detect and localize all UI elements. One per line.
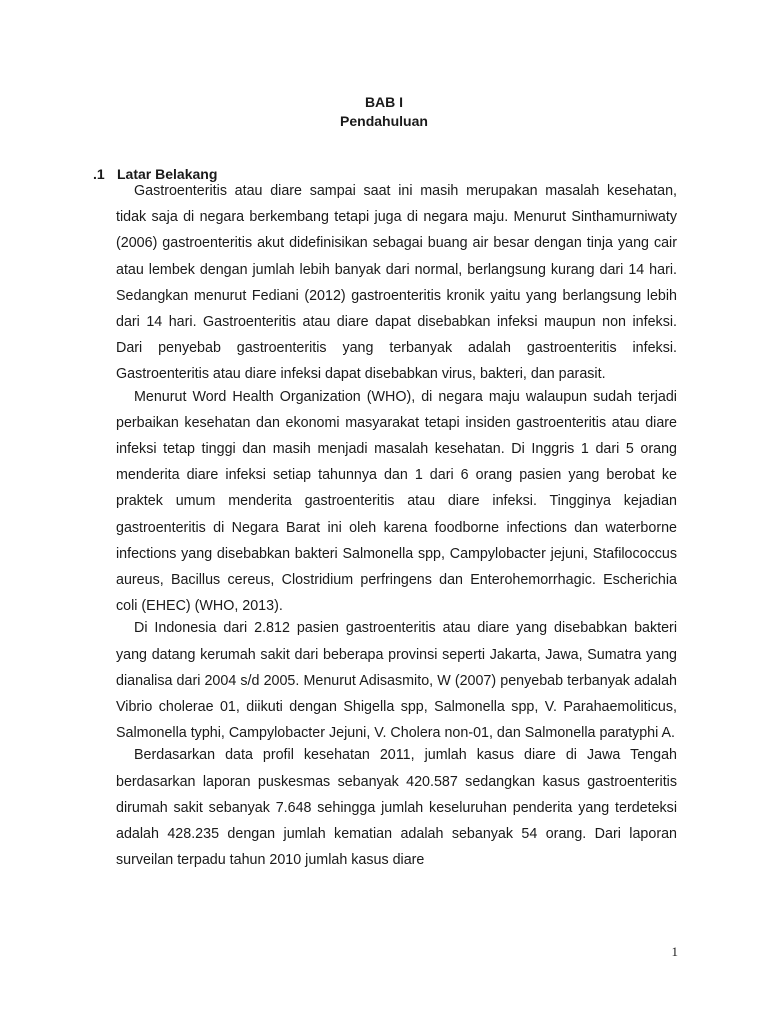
section-title: Latar Belakang xyxy=(117,166,218,182)
chapter-number: BAB I xyxy=(364,94,404,110)
chapter-title: Pendahuluan xyxy=(340,113,428,129)
paragraph: Berdasarkan data profil kesehatan 2011, jumlah kasus diare di Jawa Tengah berdasarkan laporan puskesmas sebanyak 420.587 sedangkan kasus gastroenteritis dirumah sakit sebanyak 7.648 sehingga jumlah keseluruhan penderita yang terdeteksi adalah 428.235 dengan jumlah kematian adalah sebanyak 54 orang. Dari laporan surveilan terpadu tahun 2010 jumlah kasus diare xyxy=(116,747,677,869)
page-number: 1 xyxy=(671,944,678,959)
paragraph: Menurut Word Health Organization (WHO), di negara maju walaupun sudah terjadi perbaikan kesehatan dan ekonomi masyarakat tetapi insiden gastroenteritis atau diare infeksi tetap tinggi dan masih menjadi masalah kesehatan. Di Inggris 1 dari 5 orang menderita diare infeksi setiap tahunnya dan 1 dari 6 orang pasien yang berobat ke praktek umum menderita gastroenteritis atau diare infeksi. Tingginya kejadian gastroenteritis di Negara Barat ini oleh karena foodborne infections dan waterborne infections yang disebabkan bakteri Salmonella spp, Campylobacter jejuni, Stafilococcus aureus, Bacillus cereus, Clostridium perfringens dan Enterohemorrhagic. Escherichia coli (EHEC) (WHO, 2013). xyxy=(116,388,677,615)
paragraph: Di Indonesia dari 2.812 pasien gastroenteritis atau diare yang disebabkan bakteri yang datang kerumah sakit dari beberapa provinsi seperti Jakarta, Jawa, Sumatra yang dianalisa dari 2004 s/d 2005. Menurut Adisasmito, W (2007) penyebab terbanyak adalah Vibrio cholerae 01, diikuti dengan Shigella spp, Salmonella spp, V. Parahaemoliticus, Salmonella typhi, Campylobacter Jejuni, V. Cholera non-01, dan Salmonella paratyphi A. xyxy=(116,620,677,742)
paragraph: Gastroenteritis atau diare sampai saat ini masih merupakan masalah kesehatan, tidak saja di negara berkembang tetapi juga di negara maju. Menurut Sinthamurniwaty (2006) gastroenteritis akut didefinisikan sebagai buang air besar dengan tinja yang cair atau lembek dengan jumlah lebih banyak dari normal, berlangsung kurang dari 14 hari. Sedangkan menurut Fediani (2012) gastroenteritis kronik yaitu yang berlangsung lebih dari 14 hari. Gastroenteritis atau diare dapat disebabkan infeksi maupun non infeksi. Dari penyebab gastroenteritis yang terbanyak adalah gastroenteritis infeksi. Gastroenteritis atau diare infeksi dapat disebabkan virus, bakteri, dan parasit. xyxy=(116,183,677,383)
section-number: .1 xyxy=(93,166,105,182)
body-text xyxy=(116,178,677,873)
